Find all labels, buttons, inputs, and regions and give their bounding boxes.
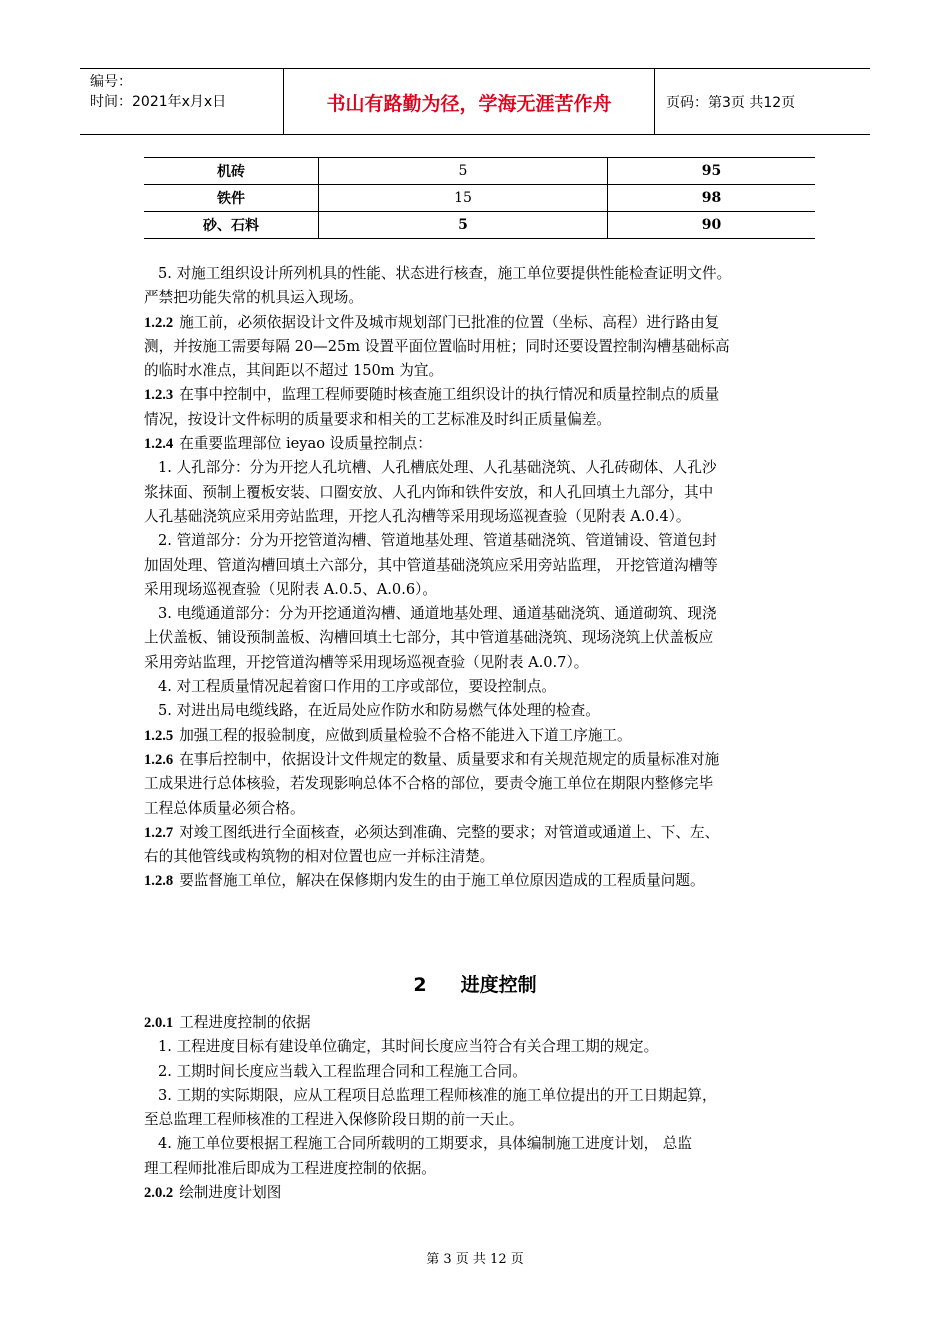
clause-1-2-5	[144, 724, 816, 748]
clause-number: 1.2.4	[144, 436, 174, 453]
section-heading	[0, 970, 950, 997]
code-label: 编号：	[90, 74, 132, 90]
section-title: 进度控制	[460, 974, 537, 996]
list-item: 4. 施工单位要根据工程施工合同所载明的工期要求，具体编制施工进度计划， 总监	[158, 1135, 692, 1153]
materials-table	[144, 157, 815, 239]
paragraph: 工程总体质量必须合格。	[144, 799, 305, 817]
body-text-section-2	[144, 1011, 816, 1205]
table-cell: 5	[319, 212, 608, 239]
header-page-label: 页码：第3页 共12页	[666, 95, 796, 111]
paragraph: 采用现场巡视查验（见附表 A.0.5、A.0.6）。	[144, 580, 438, 598]
paragraph: 测，并按施工需要每隔 20—25m 设置平面位置临时用桩；同时还要设置控制沟槽基础标高	[144, 337, 730, 355]
clause-text: 工程进度控制的依据	[179, 1014, 311, 1031]
header-meta	[90, 72, 226, 112]
time-label: 时间：2021年x月x日	[90, 94, 227, 110]
table-cell: 98	[608, 185, 816, 212]
clause-1-2-3	[144, 383, 816, 407]
paragraph: 的临时水准点，其间距以不超过 150m 为宜。	[144, 362, 444, 380]
table-row	[144, 158, 815, 185]
paragraph: 理工程师批准后即成为工程进度控制的依据。	[144, 1159, 436, 1177]
table-cell: 15	[319, 185, 608, 212]
clause-number: 1.2.7	[144, 824, 174, 841]
clause-text: 在事后控制中，依据设计文件规定的数量、质量要求和有关规范规定的质量标准对施	[179, 750, 720, 768]
paragraph: 上伏盖板、铺设预制盖板、沟槽回填土七部分，其中管道基础浇筑、现场浇筑上伏盖板应	[144, 629, 714, 647]
list-item: 5. 对进出局电缆线路，在近局处应作防水和防易燃气体处理的检查。	[158, 702, 600, 720]
paragraph: 加固处理、管道沟槽回填土六部分，其中管道基础浇筑应采用旁站监理， 开挖管道沟槽等	[144, 556, 718, 574]
table-cell: 5	[319, 158, 608, 185]
table-row	[144, 212, 815, 239]
clause-text: 绘制进度计划图	[179, 1184, 282, 1202]
header-motto: 书山有路勤为径，学海无涯苦作舟	[326, 92, 612, 115]
clause-number: 1.2.6	[144, 751, 174, 768]
list-item: 3. 电缆通道部分：分为开挖通道沟槽、通道地基处理、通道基础浇筑、通道砌筑、现浇	[158, 605, 717, 623]
paragraph: 严禁把功能失常的机具运入现场。	[144, 289, 363, 307]
clause-text: 加强工程的报验制度，应做到质量检验不合格不能进入下道工序施工。	[179, 726, 632, 744]
clause-number: 2.0.1	[144, 1015, 174, 1031]
table-cell: 95	[608, 158, 816, 185]
paragraph: 右的其他管线或构筑物的相对位置也应一并标注清楚。	[144, 848, 495, 866]
page-footer: 第 3 页 共 12 页	[426, 1252, 524, 1267]
paragraph: 人孔基础浇筑应采用旁站监理，开挖人孔沟槽等采用现场巡视查验（见附表 A.0.4）。	[144, 507, 691, 525]
table-cell: 机砖	[144, 158, 319, 185]
paragraph: 5. 对施工组织设计所列机具的性能、状态进行核查，施工单位要提供性能检查证明文件。	[158, 265, 732, 282]
clause-text: 在重要监理部位 ieyao 设质量控制点：	[179, 435, 432, 453]
paragraph: 工成果进行总体核验，若发现影响总体不合格的部位，要责令施工单位在期限内整修完毕	[144, 775, 714, 793]
clause-text: 在事中控制中，监理工程师要随时核查施工组织设计的执行情况和质量控制点的质量	[179, 386, 720, 404]
table-cell: 铁件	[144, 185, 319, 212]
paragraph: 浆抹面、预制上覆板安装、口圈安放、人孔内饰和铁件安放，和人孔回填土九部分，其中	[144, 483, 714, 501]
list-item: 1. 工程进度目标有建设单位确定，其时间长度应当符合有关合理工期的规定。	[158, 1038, 659, 1056]
list-item: 4. 对工程质量情况起着窗口作用的工序或部位，要设控制点。	[158, 678, 557, 696]
clause-1-2-7	[144, 821, 816, 845]
header-divider	[654, 69, 655, 134]
clause-number: 1.2.3	[144, 387, 174, 404]
clause-1-2-4	[144, 432, 816, 456]
clause-number: 1.2.5	[144, 727, 174, 744]
list-item: 2. 管道部分：分为开挖管道沟槽、管道地基处理、管道基础浇筑、管道铺设、管道包封	[158, 532, 717, 550]
clause-number: 2.0.2	[144, 1185, 174, 1202]
table-row	[144, 185, 815, 212]
paragraph: 至总监理工程师核准的工程进入保修阶段日期的前一天止。	[144, 1111, 524, 1129]
clause-1-2-6	[144, 748, 816, 772]
clause-number: 1.2.8	[144, 873, 174, 890]
clause-text: 要监督施工单位，解决在保修期内发生的由于施工单位原因造成的工程质量问题。	[179, 872, 705, 890]
clause-number: 1.2.2	[144, 314, 174, 331]
page-header	[80, 68, 870, 135]
body-text	[144, 262, 816, 894]
clause-1-2-8	[144, 869, 816, 893]
clause-2-0-1	[144, 1011, 816, 1035]
table-cell: 砂、石料	[144, 212, 319, 239]
list-item: 3. 工期的实际期限，应从工程项目总监理工程师核准的施工单位提出的开工日期起算，	[158, 1086, 717, 1104]
section-number: 2	[413, 974, 427, 996]
clause-1-2-2	[144, 311, 816, 335]
paragraph: 情况，按设计文件标明的质量要求和相关的工艺标准及时纠正质量偏差。	[144, 410, 612, 428]
table-cell: 90	[608, 212, 816, 239]
list-item: 1. 人孔部分：分为开挖人孔坑槽、人孔槽底处理、人孔基础浇筑、人孔砖砌体、人孔沙	[158, 459, 717, 477]
clause-text: 对竣工图纸进行全面核查，必须达到准确、完整的要求；对管道或通道上、下、左、	[179, 823, 720, 841]
clause-2-0-2	[144, 1181, 816, 1205]
paragraph: 采用旁站监理，开挖管道沟槽等采用现场巡视查验（见附表 A.0.7）。	[144, 653, 589, 671]
list-item: 2. 工期时间长度应当载入工程监理合同和工程施工合同。	[158, 1062, 527, 1080]
clause-text: 施工前，必须依据设计文件及城市规划部门已批准的位置（坐标、高程）进行路由复	[179, 313, 720, 331]
